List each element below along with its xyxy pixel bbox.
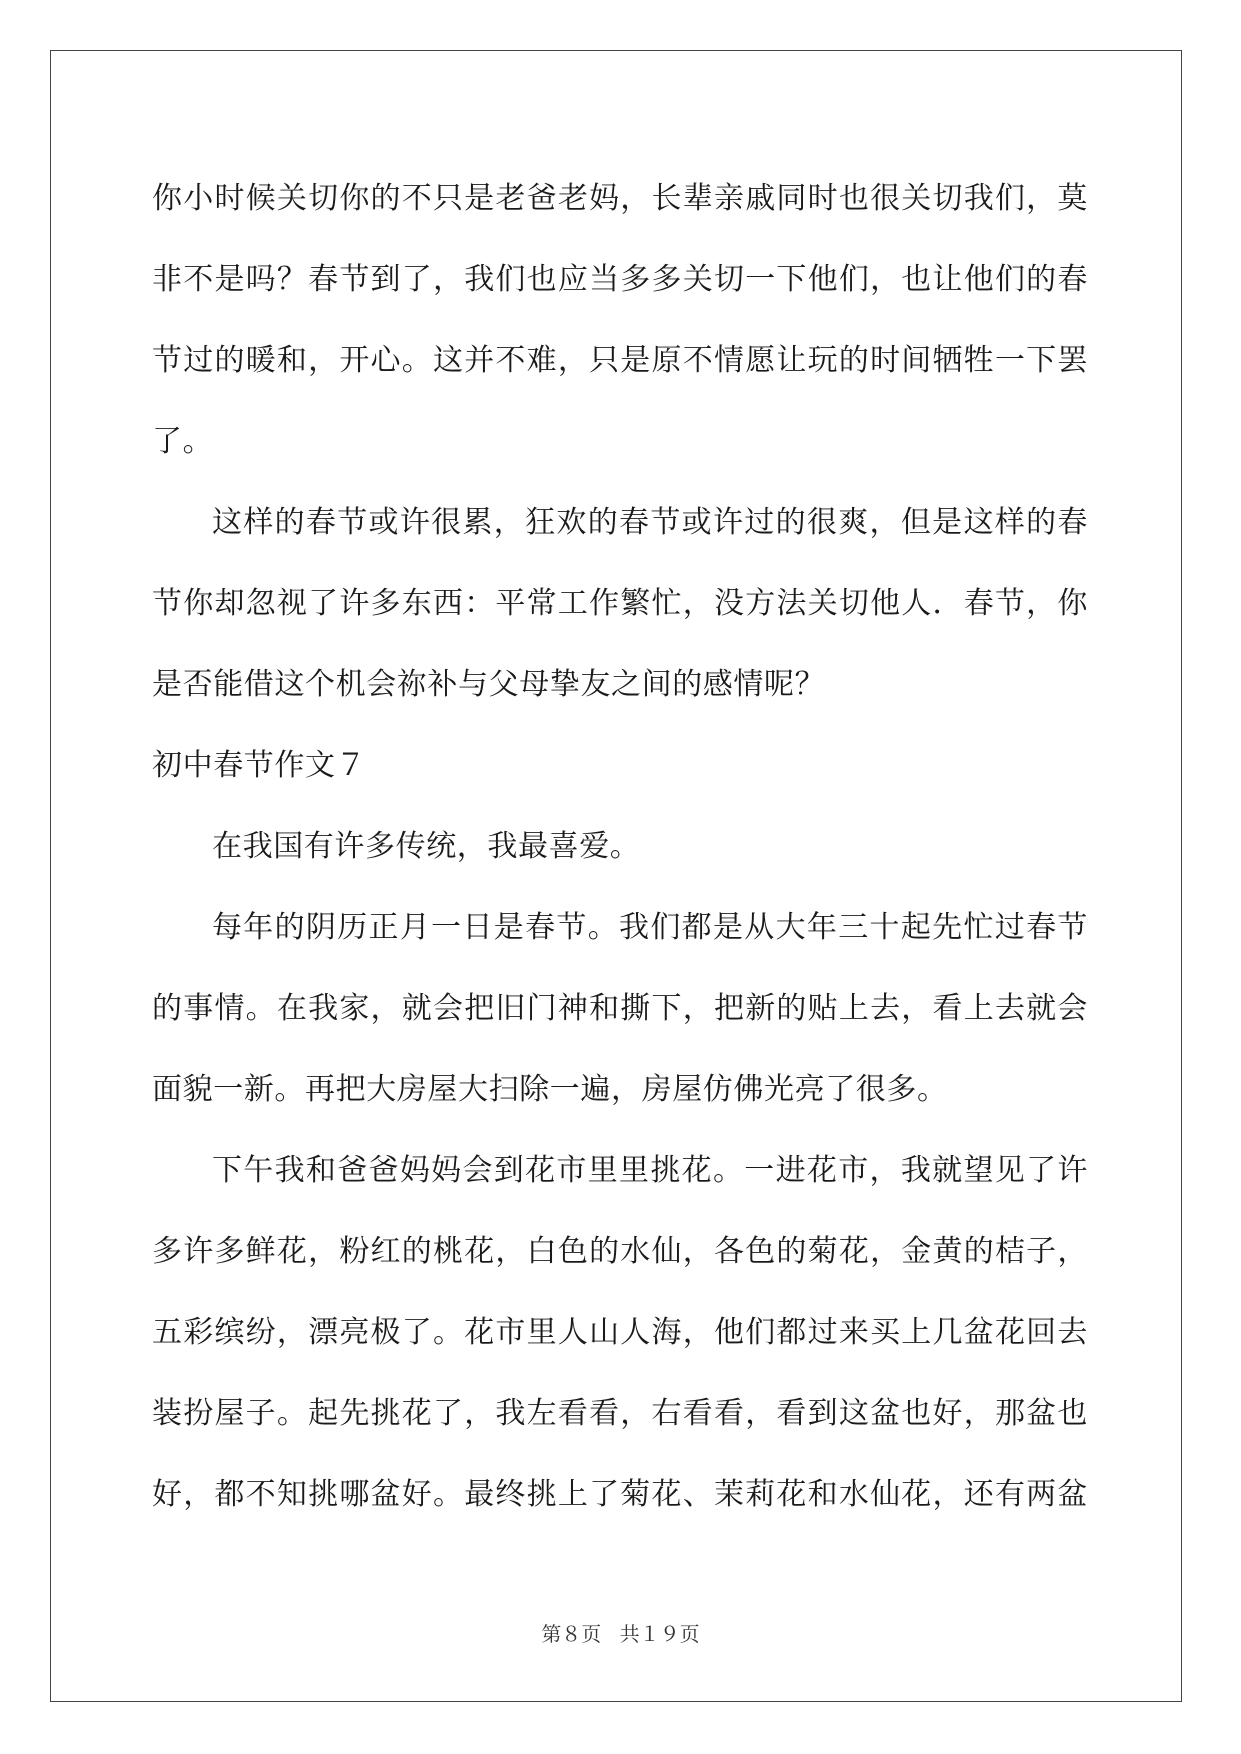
- paragraph: [152, 482, 1088, 725]
- text-line: 下午我和爸爸妈妈会到花市里里挑花。一进花市，我就望见了许: [212, 1153, 1088, 1188]
- text-line: 多许多鲜花，粉红的桃花，白色的水仙，各色的菊花，金黄的桔子，: [152, 1234, 1088, 1269]
- page-footer: [0, 1618, 1241, 1647]
- text-line: 在我国有许多传统，我最喜爱。: [212, 829, 641, 864]
- paragraph: [152, 158, 1088, 482]
- paragraph: [152, 887, 1088, 1130]
- text-line: 了。: [152, 424, 214, 459]
- text-line: 好，都不知挑哪盆好。最终挑上了菊花、茉莉花和水仙花，还有两盆: [152, 1477, 1088, 1512]
- text-line: 是否能借这个机会祢补与父母挚友之间的感情呢？: [152, 667, 826, 702]
- total-page-count: 共１９页: [619, 1622, 700, 1646]
- section-heading: [152, 725, 1088, 806]
- text-line: 五彩缤纷，漂亮极了。花市里人山人海，他们都过来买上几盆花回去: [152, 1315, 1088, 1350]
- text-line: 你小时候关切你的不只是老爸老妈，长辈亲戚同时也很关切我们，莫: [152, 181, 1088, 216]
- paragraph: [152, 806, 1088, 887]
- paragraph: [152, 1130, 1088, 1535]
- text-line: 节你却忽视了许多东西：平常工作繁忙，没方法关切他人．春节，你: [152, 586, 1088, 621]
- text-line: 非不是吗？春节到了，我们也应当多多关切一下他们，也让他们的春: [152, 262, 1088, 297]
- text-line: 的事情。在我家，就会把旧门神和撕下，把新的贴上去，看上去就会: [152, 991, 1088, 1026]
- text-line: 装扮屋子。起先挑花了，我左看看，右看看，看到这盆也好，那盆也: [152, 1396, 1088, 1431]
- text-line: 这样的春节或许很累，狂欢的春节或许过的很爽，但是这样的春: [212, 505, 1088, 540]
- heading-text: 初中春节作文７: [152, 748, 367, 783]
- text-line: 节过的暖和，开心。这并不难，只是原不情愿让玩的时间牺牲一下罢: [152, 343, 1088, 378]
- document-body: [152, 158, 1088, 1535]
- current-page-number: 第８页: [541, 1622, 602, 1646]
- text-line: 每年的阴历正月一日是春节。我们都是从大年三十起先忙过春节: [212, 910, 1088, 945]
- text-line: 面貌一新。再把大房屋大扫除一遍，房屋仿佛光亮了很多。: [152, 1072, 948, 1107]
